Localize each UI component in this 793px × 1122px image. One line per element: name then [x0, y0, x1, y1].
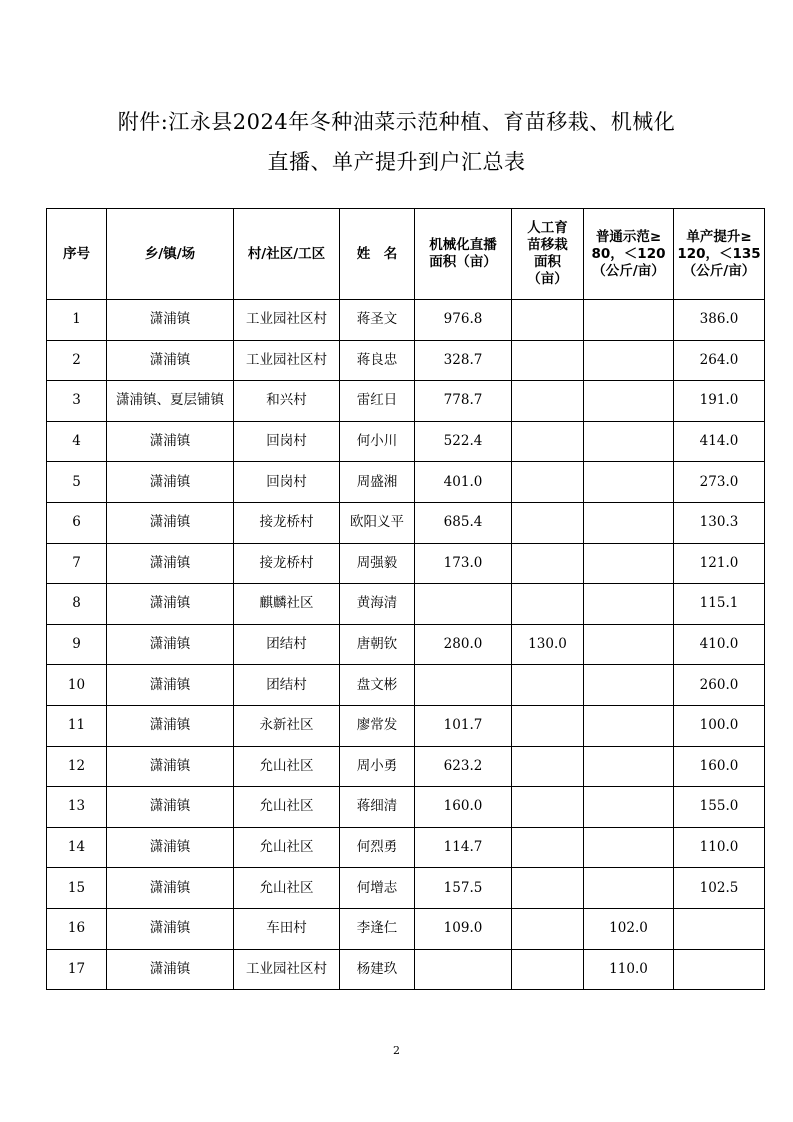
- table-cell: 潇浦镇: [107, 665, 234, 706]
- column-header-text: 80，＜120: [591, 245, 666, 262]
- table-cell: 401.0: [415, 462, 512, 503]
- table-cell: 欧阳义平: [340, 502, 415, 543]
- table-cell: 6: [47, 502, 107, 543]
- table-cell: [512, 949, 584, 990]
- table-cell: 接龙桥村: [234, 502, 340, 543]
- table-cell: 和兴村: [234, 381, 340, 422]
- table-cell: 110.0: [584, 949, 674, 990]
- table-cell: 李逢仁: [340, 908, 415, 949]
- table-cell: 蒋圣文: [340, 300, 415, 341]
- table-cell: 潇浦镇: [107, 421, 234, 462]
- page-number: 2: [393, 1044, 400, 1057]
- table-cell: 潇浦镇、夏层铺镇: [107, 381, 234, 422]
- table-cell: 雷红日: [340, 381, 415, 422]
- table-cell: 976.8: [415, 300, 512, 341]
- table-cell: 麒麟社区: [234, 584, 340, 625]
- table-cell: 328.7: [415, 340, 512, 381]
- table-cell: 130.0: [512, 624, 584, 665]
- table-cell: [512, 665, 584, 706]
- table-row: [47, 787, 765, 828]
- column-header-6: [512, 209, 584, 300]
- table-cell: 101.7: [415, 705, 512, 746]
- table-cell: 114.7: [415, 827, 512, 868]
- table-cell: [584, 705, 674, 746]
- table-cell: 13: [47, 787, 107, 828]
- table-cell: 260.0: [674, 665, 765, 706]
- table-cell: [512, 381, 584, 422]
- table-cell: 160.0: [415, 787, 512, 828]
- table-cell: 5: [47, 462, 107, 503]
- column-header-text: （亩）: [527, 271, 568, 287]
- table-cell: [584, 827, 674, 868]
- table-cell: 685.4: [415, 502, 512, 543]
- table-cell: 8: [47, 584, 107, 625]
- column-header-text: 苗移栽: [527, 237, 568, 253]
- table-cell: 车田村: [234, 908, 340, 949]
- table-cell: 4: [47, 421, 107, 462]
- document-title-line-1: 附件:江永县2024年冬种油菜示范种植、育苗移栽、机械化: [117, 110, 676, 134]
- table-cell: 3: [47, 381, 107, 422]
- table-cell: [584, 300, 674, 341]
- table-cell: [584, 462, 674, 503]
- table-row: [47, 340, 765, 381]
- table-cell: 潇浦镇: [107, 624, 234, 665]
- table-cell: 14: [47, 827, 107, 868]
- column-header-text: 序号: [63, 245, 90, 262]
- table-cell: 9: [47, 624, 107, 665]
- table-cell: 11: [47, 705, 107, 746]
- table-cell: 102.0: [584, 908, 674, 949]
- table-cell: 蒋细清: [340, 787, 415, 828]
- column-header-3: [234, 209, 340, 300]
- table-cell: [415, 665, 512, 706]
- table-cell: [512, 787, 584, 828]
- table-cell: 130.3: [674, 502, 765, 543]
- table-cell: [512, 705, 584, 746]
- table-cell: 潇浦镇: [107, 787, 234, 828]
- table-cell: 允山社区: [234, 827, 340, 868]
- table-cell: 173.0: [415, 543, 512, 584]
- table-cell: 410.0: [674, 624, 765, 665]
- table-cell: [512, 543, 584, 584]
- table-row: [47, 908, 765, 949]
- table-cell: 潇浦镇: [107, 746, 234, 787]
- table-cell: 102.5: [674, 868, 765, 909]
- table-cell: 155.0: [674, 787, 765, 828]
- table-cell: 264.0: [674, 340, 765, 381]
- table-row: [47, 421, 765, 462]
- table-cell: 周强毅: [340, 543, 415, 584]
- table-cell: 潇浦镇: [107, 908, 234, 949]
- table-cell: 157.5: [415, 868, 512, 909]
- column-header-8: [674, 209, 765, 300]
- table-row: [47, 827, 765, 868]
- table-cell: 允山社区: [234, 868, 340, 909]
- table-header-row: [47, 209, 765, 300]
- table-cell: 115.1: [674, 584, 765, 625]
- column-header-text: 面积（亩）: [429, 254, 497, 270]
- table-cell: [415, 949, 512, 990]
- column-header-1: [47, 209, 107, 300]
- table-cell: 回岗村: [234, 421, 340, 462]
- column-header-text: 120，＜135: [677, 245, 761, 262]
- table-cell: [674, 908, 765, 949]
- table-cell: [584, 868, 674, 909]
- table-cell: [584, 746, 674, 787]
- table-cell: 接龙桥村: [234, 543, 340, 584]
- table-cell: 蒋良忠: [340, 340, 415, 381]
- table-cell: 778.7: [415, 381, 512, 422]
- column-header-text: 人工育: [527, 220, 568, 236]
- table-row: [47, 665, 765, 706]
- table-row: [47, 502, 765, 543]
- table-cell: 潇浦镇: [107, 949, 234, 990]
- table-cell: [584, 624, 674, 665]
- table-cell: 386.0: [674, 300, 765, 341]
- table-cell: [584, 340, 674, 381]
- column-header-7: [584, 209, 674, 300]
- column-header-text: 机械化直播: [429, 237, 497, 253]
- table-cell: 2: [47, 340, 107, 381]
- table-cell: 盘文彬: [340, 665, 415, 706]
- table-cell: 7: [47, 543, 107, 584]
- table-body: [47, 300, 765, 990]
- table-cell: 何烈勇: [340, 827, 415, 868]
- table-cell: [512, 908, 584, 949]
- table-row: [47, 746, 765, 787]
- table-cell: [584, 584, 674, 625]
- table-cell: 522.4: [415, 421, 512, 462]
- table-cell: [584, 381, 674, 422]
- table-cell: 17: [47, 949, 107, 990]
- column-header-text: （公斤/亩）: [682, 262, 756, 279]
- summary-table: [46, 208, 765, 990]
- table-cell: 允山社区: [234, 746, 340, 787]
- column-header-text: 普通示范≥: [595, 228, 662, 245]
- table-row: [47, 462, 765, 503]
- table-row: [47, 584, 765, 625]
- table-cell: 10: [47, 665, 107, 706]
- table-cell: [584, 665, 674, 706]
- table-cell: 团结村: [234, 624, 340, 665]
- table-cell: [674, 949, 765, 990]
- column-header-text: （公斤/亩）: [592, 262, 665, 279]
- table-cell: 潇浦镇: [107, 827, 234, 868]
- table-cell: 工业园社区村: [234, 949, 340, 990]
- column-header-2: [107, 209, 234, 300]
- table-cell: 1: [47, 300, 107, 341]
- table-row: [47, 543, 765, 584]
- table-cell: 何小川: [340, 421, 415, 462]
- column-header-5: [415, 209, 512, 300]
- table-cell: [512, 502, 584, 543]
- table-cell: 工业园社区村: [234, 300, 340, 341]
- table-cell: 160.0: [674, 746, 765, 787]
- table-cell: 12: [47, 746, 107, 787]
- table-cell: 周盛湘: [340, 462, 415, 503]
- table-cell: 何增志: [340, 868, 415, 909]
- table-cell: 潇浦镇: [107, 868, 234, 909]
- table-row: [47, 381, 765, 422]
- document-title-line-2: 直播、单产提升到户汇总表: [267, 150, 526, 174]
- table-cell: 15: [47, 868, 107, 909]
- table-row: [47, 705, 765, 746]
- table-cell: 414.0: [674, 421, 765, 462]
- table-cell: 杨建玖: [340, 949, 415, 990]
- table-cell: 允山社区: [234, 787, 340, 828]
- table-cell: 潇浦镇: [107, 502, 234, 543]
- table-cell: 回岗村: [234, 462, 340, 503]
- table-cell: 团结村: [234, 665, 340, 706]
- table-row: [47, 624, 765, 665]
- table-cell: [512, 746, 584, 787]
- column-header-4: [340, 209, 415, 300]
- table-cell: 121.0: [674, 543, 765, 584]
- column-header-text: 姓 名: [356, 245, 398, 262]
- table-cell: 109.0: [415, 908, 512, 949]
- table-cell: [584, 502, 674, 543]
- table-row: [47, 300, 765, 341]
- table-cell: 黄海清: [340, 584, 415, 625]
- table-cell: 潇浦镇: [107, 462, 234, 503]
- table-cell: [512, 421, 584, 462]
- table-cell: 潇浦镇: [107, 340, 234, 381]
- table-cell: [584, 787, 674, 828]
- table-cell: 623.2: [415, 746, 512, 787]
- table-cell: 潇浦镇: [107, 584, 234, 625]
- table-cell: 潇浦镇: [107, 705, 234, 746]
- table-cell: [512, 827, 584, 868]
- table-cell: 周小勇: [340, 746, 415, 787]
- table-cell: 16: [47, 908, 107, 949]
- table-cell: [584, 421, 674, 462]
- table-cell: 工业园社区村: [234, 340, 340, 381]
- table-cell: [584, 543, 674, 584]
- column-header-text: 单产提升≥: [686, 228, 752, 245]
- table-cell: 廖常发: [340, 705, 415, 746]
- table-cell: 唐朝钦: [340, 624, 415, 665]
- table-cell: 100.0: [674, 705, 765, 746]
- table-cell: [512, 300, 584, 341]
- table-row: [47, 868, 765, 909]
- table-cell: [512, 462, 584, 503]
- table-cell: 潇浦镇: [107, 543, 234, 584]
- column-header-text: 乡/镇/场: [144, 245, 196, 262]
- table-cell: [512, 584, 584, 625]
- table-cell: 110.0: [674, 827, 765, 868]
- table-cell: 280.0: [415, 624, 512, 665]
- table-cell: 191.0: [674, 381, 765, 422]
- table-cell: 潇浦镇: [107, 300, 234, 341]
- table-row: [47, 949, 765, 990]
- table-cell: 273.0: [674, 462, 765, 503]
- table-cell: [512, 868, 584, 909]
- table-cell: [415, 584, 512, 625]
- column-header-text: 村/社区/工区: [247, 245, 326, 262]
- table-cell: [512, 340, 584, 381]
- column-header-text: 面积: [534, 254, 561, 270]
- table-cell: 永新社区: [234, 705, 340, 746]
